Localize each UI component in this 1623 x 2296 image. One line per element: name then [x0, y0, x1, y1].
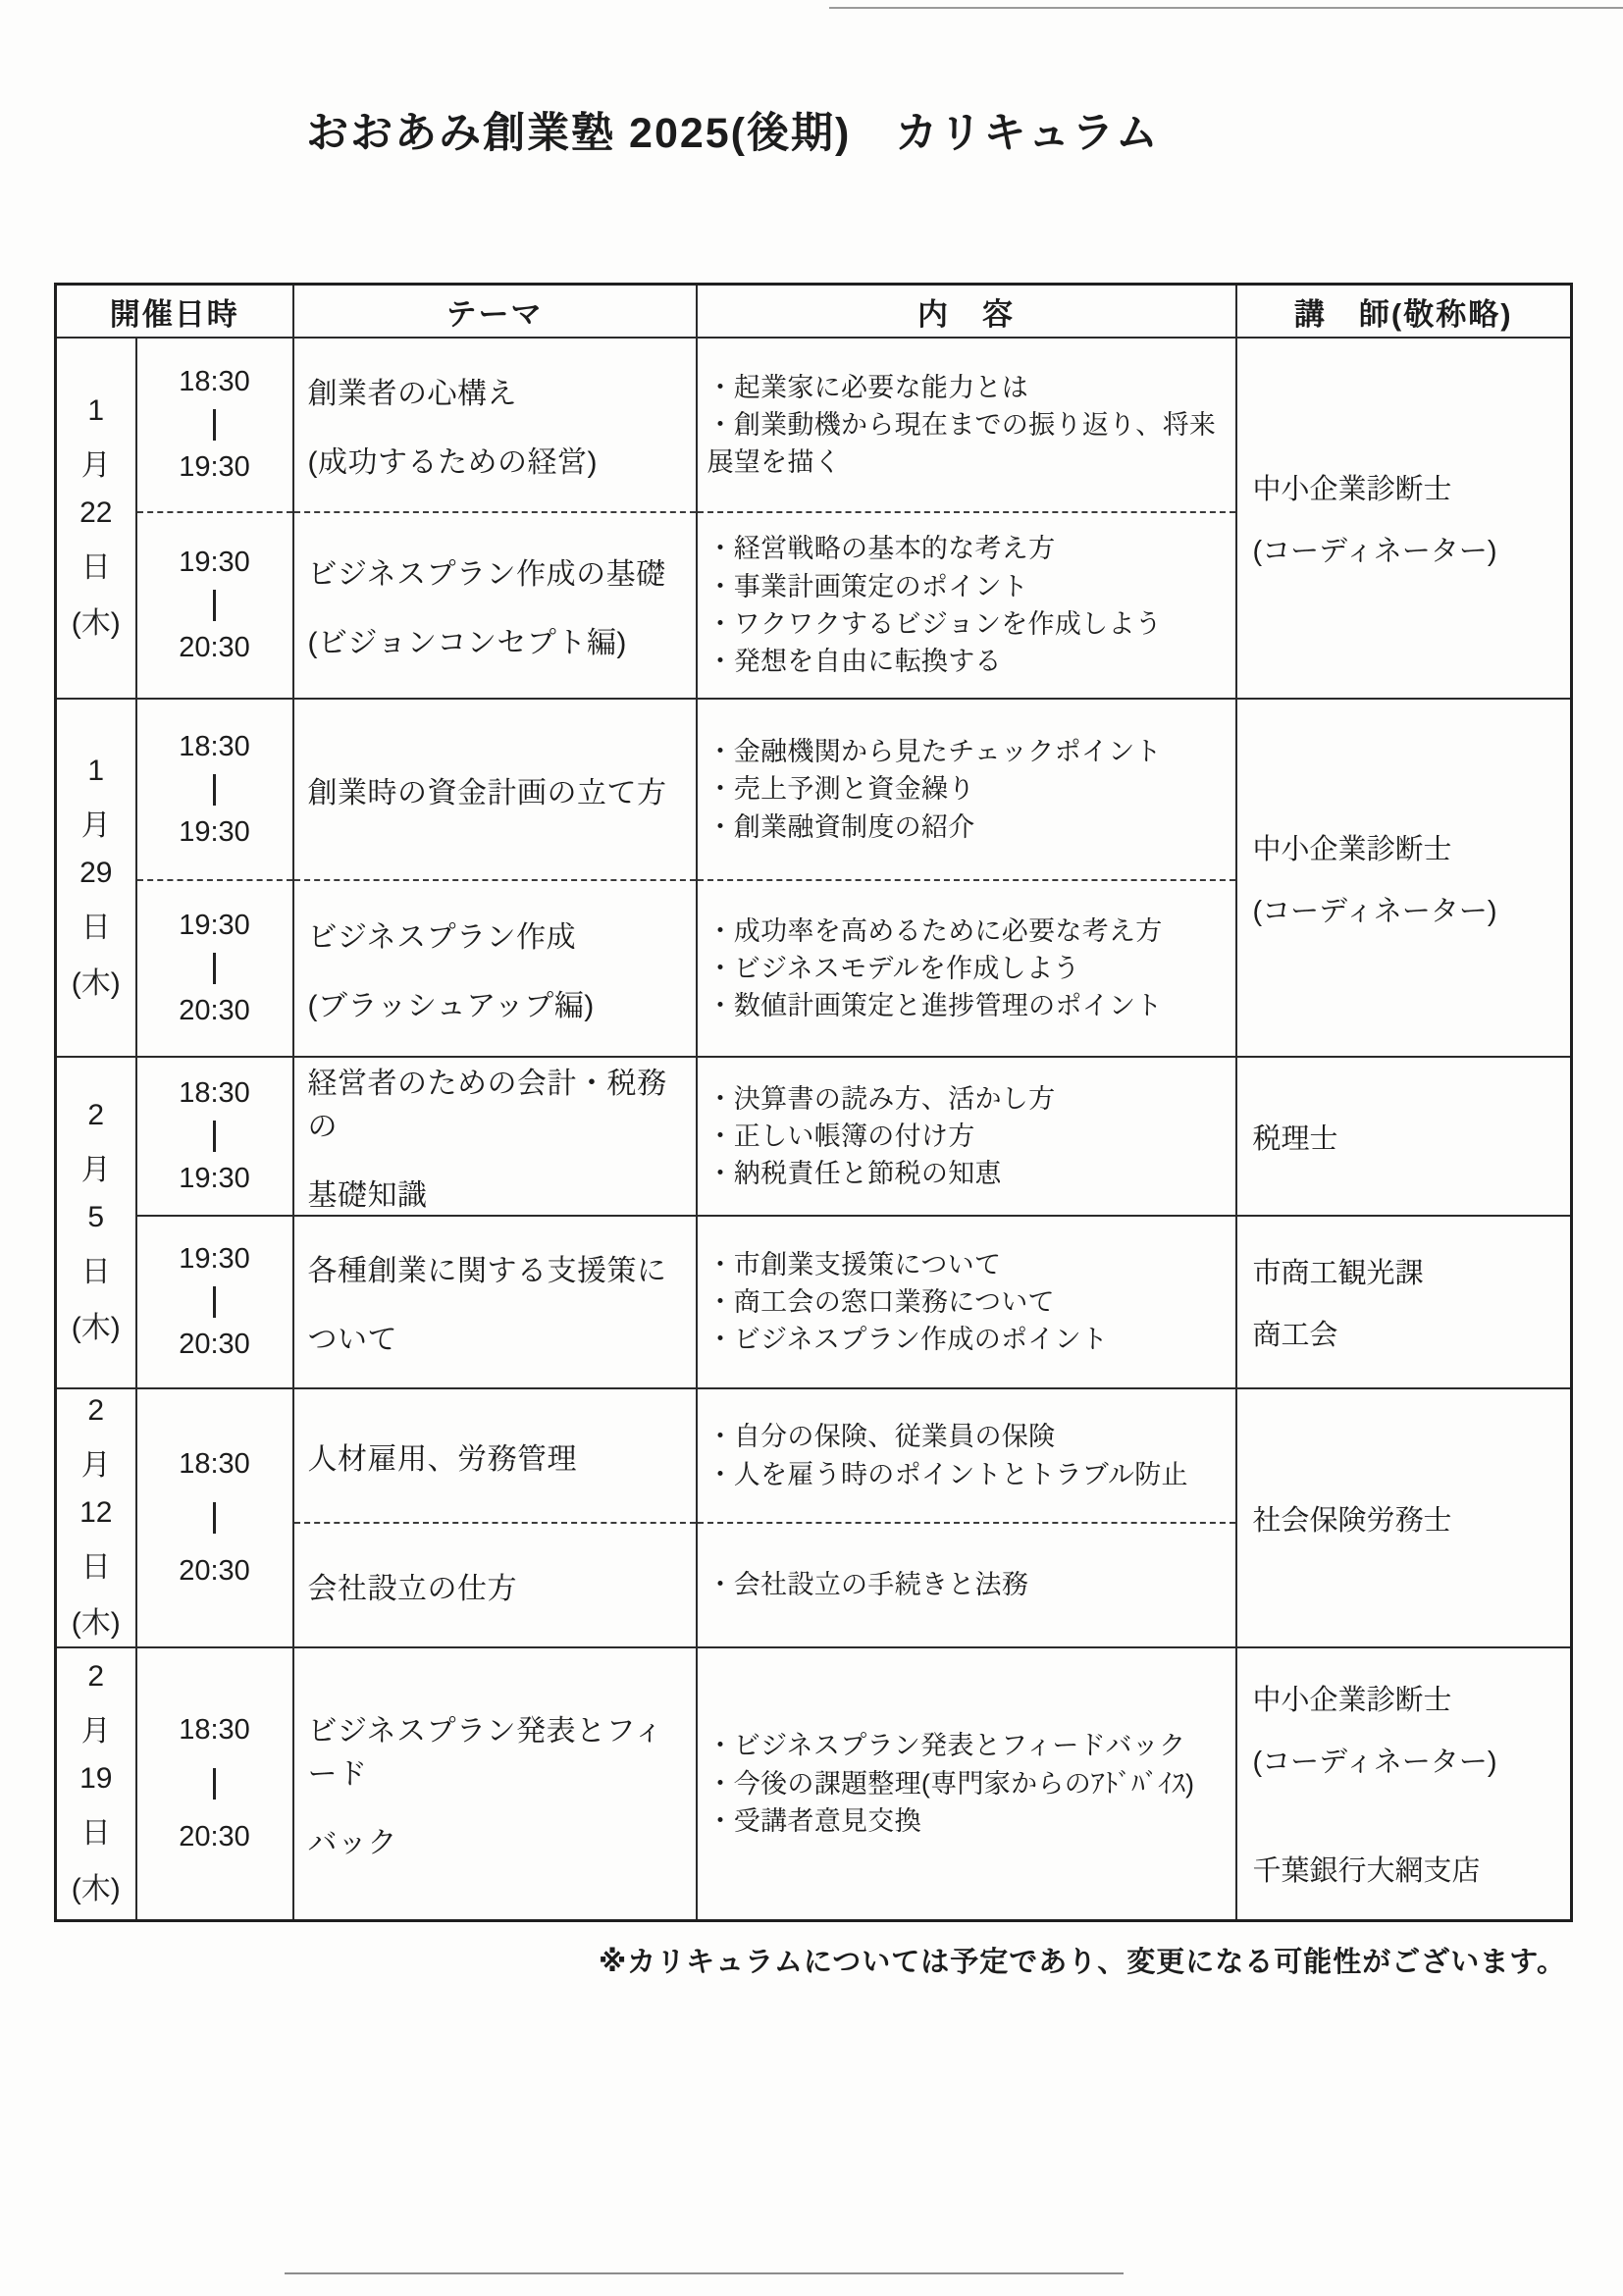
theme-line: 経営者のための会計・税務の — [307, 1068, 667, 1143]
theme-cell — [293, 1388, 697, 1523]
time-start: 18:30 — [179, 1077, 250, 1109]
content-item: ・経営戦略の基本的な考え方 — [707, 534, 1056, 564]
time-range-bar — [213, 1502, 216, 1534]
theme-line: (成功するための経営) — [307, 446, 598, 479]
theme-line: ビジネスプラン作成の基礎 — [307, 558, 666, 591]
lecturer-line: 社会保険労務士 — [1252, 1504, 1452, 1537]
lecturer-cell — [1236, 1216, 1572, 1388]
theme-line: (ブラッシュアップ編) — [307, 990, 595, 1022]
content-item: ・起業家に必要な能力とは — [707, 372, 1029, 402]
time-cell — [136, 699, 293, 880]
theme-cell — [293, 1523, 697, 1647]
time-cell — [136, 880, 293, 1057]
time-end: 20:30 — [179, 995, 250, 1026]
curriculum-table — [54, 283, 1573, 1922]
content-cell — [697, 1647, 1236, 1920]
time-range-bar — [213, 774, 216, 806]
theme-cell — [293, 699, 697, 880]
date-line: (木) — [71, 1872, 121, 1905]
date-line: 日 — [80, 1551, 111, 1584]
time-range-bar — [213, 409, 216, 441]
theme-line: ビジネスプラン発表とフィード — [307, 1714, 664, 1791]
lecturer-cell — [1236, 1647, 1572, 1920]
header-lecturer: 講 師(敬称略) — [1236, 285, 1572, 339]
time-range-bar — [213, 590, 216, 621]
lecturer-cell — [1236, 1388, 1572, 1647]
lecturer-line: (コーディネーター) — [1252, 895, 1497, 927]
date-line: 1 — [87, 394, 105, 427]
date-line: 5 — [87, 1201, 105, 1233]
theme-line: 会社設立の仕方 — [307, 1572, 517, 1605]
time-end: 20:30 — [179, 632, 250, 663]
content-item: ・受講者意見交換 — [707, 1805, 921, 1836]
date-line: 日 — [80, 911, 111, 944]
date-line: 日 — [80, 1256, 111, 1288]
time-start: 18:30 — [179, 1448, 250, 1480]
content-cell — [697, 880, 1236, 1057]
theme-cell — [293, 1216, 697, 1388]
header-content: 内 容 — [697, 285, 1236, 339]
lecturer-line: 中小企業診断士 — [1252, 833, 1452, 865]
content-cell — [697, 512, 1236, 699]
content-cell — [697, 338, 1236, 512]
time-range-bar — [213, 1121, 216, 1152]
date-line: 月 — [80, 449, 111, 482]
table-row — [56, 1388, 1572, 1523]
time-start: 18:30 — [179, 366, 250, 397]
content-item: ・ビジネスプラン発表とフィードバック — [707, 1731, 1186, 1761]
lecturer-line: 税理士 — [1252, 1122, 1338, 1155]
time-end: 20:30 — [179, 1820, 250, 1852]
content-item: ・決算書の読み方、活かし方 — [707, 1083, 1056, 1114]
date-line: 月 — [80, 1449, 111, 1482]
date-line: 月 — [80, 809, 111, 842]
table-row — [56, 1216, 1572, 1388]
content-cell — [697, 699, 1236, 880]
date-line: 29 — [79, 856, 113, 889]
content-item: ・発想を自由に転換する — [707, 647, 1002, 677]
theme-cell — [293, 1057, 697, 1216]
content-item: ・成功率を高めるために必要な考え方 — [707, 915, 1163, 946]
time-end: 19:30 — [179, 451, 250, 483]
footnote: ※カリキュラムについては予定であり、変更になる可能性がございます。 — [598, 1946, 1566, 1978]
date-line: (木) — [71, 1312, 121, 1344]
lecturer-cell — [1236, 699, 1572, 1057]
content-item: ・商工会の窓口業務について — [707, 1286, 1055, 1317]
time-range-bar — [213, 1286, 216, 1318]
lecturer-line: (コーディネーター) — [1252, 536, 1497, 567]
date-line: 日 — [80, 551, 111, 584]
time-end: 19:30 — [179, 815, 250, 848]
content-cell — [697, 1523, 1236, 1647]
date-cell — [56, 338, 136, 699]
content-item: ・事業計画策定のポイント — [707, 571, 1029, 601]
scan-artifact-line-top — [829, 7, 1623, 9]
theme-line: (ビジョンコンセプト編) — [307, 627, 627, 659]
content-cell — [697, 1057, 1236, 1216]
theme-cell — [293, 512, 697, 699]
lecturer-line: (コーディネーター) — [1252, 1747, 1497, 1779]
lecturer-line: 市商工観光課 — [1252, 1258, 1424, 1289]
lecturer-line: 中小企業診断士 — [1252, 474, 1452, 505]
date-line: (木) — [71, 1607, 121, 1640]
time-range-bar — [213, 1768, 216, 1800]
date-line: 日 — [80, 1816, 111, 1850]
theme-line: 創業時の資金計画の立て方 — [307, 776, 667, 809]
content-item: ・人を雇う時のポイントとトラブル防止 — [707, 1459, 1188, 1489]
theme-line: ついて — [307, 1324, 397, 1356]
content-item: ・ビジネスプラン作成のポイント — [707, 1325, 1109, 1355]
content-cell — [697, 1388, 1236, 1523]
date-line: 月 — [80, 1154, 111, 1186]
date-line: 22 — [79, 496, 113, 529]
date-line: 2 — [87, 1099, 105, 1131]
time-start: 19:30 — [179, 910, 250, 941]
content-item: ・ビジネスモデルを作成しよう — [707, 953, 1080, 983]
time-cell — [136, 1057, 293, 1216]
lecturer-line: 中小企業診断士 — [1252, 1685, 1452, 1717]
table-row — [56, 1057, 1572, 1216]
table-row — [56, 1647, 1572, 1920]
theme-cell — [293, 1647, 697, 1920]
content-cell — [697, 1216, 1236, 1388]
content-item: ・数値計画策定と進捗管理のポイント — [707, 991, 1163, 1021]
content-item: ・会社設立の手続きと法務 — [707, 1570, 1029, 1600]
scan-artifact-line-bottom — [285, 2272, 1124, 2274]
date-line: 12 — [79, 1496, 113, 1529]
date-line: (木) — [71, 966, 121, 1000]
time-end: 20:30 — [179, 1329, 250, 1360]
time-cell — [136, 1388, 293, 1647]
theme-cell — [293, 338, 697, 512]
content-item: ・金融機関から見たチェックポイント — [707, 737, 1162, 766]
time-start: 18:30 — [179, 1713, 250, 1746]
table-row — [56, 338, 1572, 512]
date-line: 2 — [87, 1394, 105, 1427]
content-item: ・市創業支援策について — [707, 1249, 1002, 1279]
theme-line: バック — [307, 1826, 397, 1859]
date-line: (木) — [71, 607, 121, 640]
content-item: ・自分の保険、従業員の保険 — [707, 1422, 1056, 1452]
theme-line: 基礎知識 — [307, 1179, 428, 1212]
date-cell — [56, 1388, 136, 1647]
time-start: 19:30 — [179, 1243, 250, 1275]
lecturer-cell — [1236, 338, 1572, 699]
time-cell — [136, 1216, 293, 1388]
lecturer-line: 千葉銀行大網支店 — [1252, 1855, 1481, 1888]
theme-line: 創業者の心構え — [307, 378, 517, 410]
time-cell — [136, 338, 293, 512]
content-item: ・創業動機から現在までの振り返り、将来展望を描く — [707, 409, 1217, 478]
theme-line: 各種創業に関する支援策に — [307, 1255, 667, 1287]
time-start: 18:30 — [179, 730, 250, 762]
theme-cell — [293, 880, 697, 1057]
theme-line: 人材雇用、労務管理 — [307, 1442, 577, 1476]
header-theme: テーマ — [293, 285, 697, 339]
time-end: 19:30 — [179, 1163, 250, 1194]
date-line: 2 — [87, 1659, 105, 1693]
time-start: 19:30 — [179, 547, 250, 578]
lecturer-line: 商工会 — [1252, 1320, 1338, 1351]
date-line: 1 — [87, 754, 105, 787]
content-item: ・ワクワクするビジョンを作成しよう — [707, 609, 1163, 639]
table-row — [56, 699, 1572, 880]
content-item: ・売上予測と資金繰り — [707, 774, 975, 805]
date-line: 19 — [79, 1761, 113, 1795]
content-item: ・今後の課題整理(専門家からのｱﾄﾞﾊﾞｲｽ) — [707, 1768, 1195, 1799]
date-cell — [56, 1647, 136, 1920]
table-header-row — [56, 285, 1572, 339]
date-line: 月 — [80, 1714, 111, 1748]
content-item: ・創業融資制度の紹介 — [707, 811, 975, 842]
content-item: ・正しい帳簿の付け方 — [707, 1121, 975, 1151]
header-datetime: 開催日時 — [56, 285, 293, 339]
page-title: おおあみ創業塾 2025(後期) カリキュラム — [306, 110, 1160, 157]
time-cell — [136, 512, 293, 699]
lecturer-cell — [1236, 1057, 1572, 1216]
content-item: ・納税責任と節税の知恵 — [707, 1159, 1002, 1189]
date-cell — [56, 1057, 136, 1388]
time-cell — [136, 1647, 293, 1920]
theme-line: ビジネスプラン作成 — [307, 921, 577, 954]
time-range-bar — [213, 953, 216, 984]
date-cell — [56, 699, 136, 1057]
time-end: 20:30 — [179, 1555, 250, 1587]
